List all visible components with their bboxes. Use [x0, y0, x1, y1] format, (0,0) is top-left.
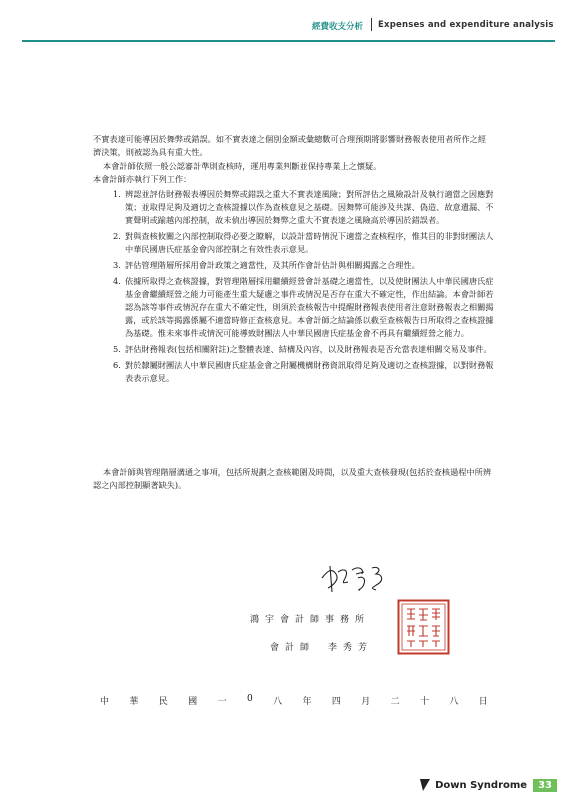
paragraph-materiality: 不實表達可能導因於舞弊或錯誤。如不實表達之個別金額或彙總數可合理預期將影響財務報表使用者所作之經濟決策，則被認為具有重大性。: [93, 134, 487, 157]
date-char: 四: [331, 697, 341, 707]
cpa-name: 李秀芳: [328, 643, 374, 653]
paragraph-judgement: 本會計師依照一般公認審計準則查核時，運用專業判斷並保持專業上之懷疑。: [103, 161, 382, 171]
date-char: 八: [273, 697, 283, 707]
date-char: 一: [217, 697, 227, 707]
list-text: 對與查核攸關之內部控制取得必要之瞭解，以設計當時情況下適當之查核程序，惟其目的非對財團法人中華民國唐氏症基金會內部控制之有效性表示意見。: [125, 231, 494, 254]
list-item: [93, 359, 496, 385]
list-number: 1.: [113, 189, 121, 199]
list-number: 6.: [113, 360, 121, 370]
list-text: 辨認並評估財務報表導因於舞弊或錯誤之重大不實表達風險；對所評估之風險設計及執行適當之因應對策；並取得足夠及適切之查核證據以作為查核意見之基礎。因舞弊可能涉及共謀、偽造、故意遺漏、不實聲明或踰越內部控制，故未偵出導因於舞弊之重大不實表達之風險高於導因於錯誤者。: [125, 189, 494, 225]
firm-name: 鴻宇會計師事務所: [250, 615, 371, 625]
list-text: 依據所取得之查核證據，對管理階層採用繼續經營會計基礎之適當性，以及使財團法人中華民國唐氏症基金會繼續經營之能力可能產生重大疑慮之事件或情況是否存在重大不確定性，作出結論。本會計師若認為該等事件或情況存在重大不確定性，則須於查核報告中提醒財務報表使用者注意財務報表之相關揭露，或於該等揭露係屬不適當時修正查核意見。本會計師之結論係以截至查核報告日所取得之查核證據為基礎。惟未來事件或情況可能導致財團法人中華民國唐氏症基金會不再具有繼續經營之能力。: [125, 276, 494, 338]
page-number: 33: [533, 779, 557, 792]
procedures-list: [93, 188, 496, 388]
list-item: [93, 188, 496, 227]
date-char: 民: [158, 697, 168, 707]
cpa-title: 會計師: [270, 643, 316, 653]
date-char: 國: [188, 697, 198, 707]
list-item: [93, 259, 496, 272]
list-number: 5.: [113, 344, 121, 354]
section-title-zh: 經費收支分析: [312, 22, 364, 32]
list-item: [93, 275, 496, 340]
list-text: 對於隸屬財團法人中華民國唐氏症基金會之附屬機構財務資訊取得足夠及適切之查核證據，以對財務報表表示意見。: [125, 360, 494, 383]
list-number: 3.: [113, 260, 121, 270]
list-number: 2.: [113, 231, 121, 241]
date-char: 0: [246, 694, 253, 704]
official-seal-stamp: [397, 599, 450, 655]
header-divider: [371, 18, 372, 31]
date-char: 中: [100, 697, 110, 707]
handwritten-signature: [318, 560, 396, 596]
header-rule: [22, 40, 555, 42]
paragraph-communication: 本會計師與管理階層溝通之事項，包括所規劃之查核範圍及時間，以及重大查核發現(包括於查核過程中所辨認之內部控制顯著缺失)。: [93, 467, 492, 490]
page-footer: [420, 777, 557, 793]
date-char: 八: [449, 697, 459, 707]
list-number: 4.: [113, 276, 121, 286]
list-text: 評估管理階層所採用會計政策之適當性，及其所作會計估計與相關揭露之合理性。: [125, 260, 420, 270]
list-item: [93, 343, 496, 356]
section-title-en: Expenses and expenditure analysis: [378, 20, 554, 30]
date-char: 年: [302, 697, 312, 707]
footer-arrow-icon: [420, 779, 430, 791]
date-char: 十: [420, 697, 430, 707]
page-header: [312, 18, 557, 34]
date-char: 二: [390, 697, 400, 707]
footer-title: Down Syndrome: [435, 779, 528, 791]
date-char: 月: [361, 697, 371, 707]
list-text: 評估財務報表(包括相關附註)之整體表達、結構及內容，以及財務報表是否允當表達相關交易及事件。: [125, 344, 492, 354]
list-item: [93, 230, 496, 256]
date-char: 日: [478, 697, 488, 707]
date-char: 華: [129, 697, 139, 707]
report-date: [100, 694, 488, 707]
paragraph-procedures-intro: 本會計師亦執行下列工作：: [93, 174, 192, 184]
